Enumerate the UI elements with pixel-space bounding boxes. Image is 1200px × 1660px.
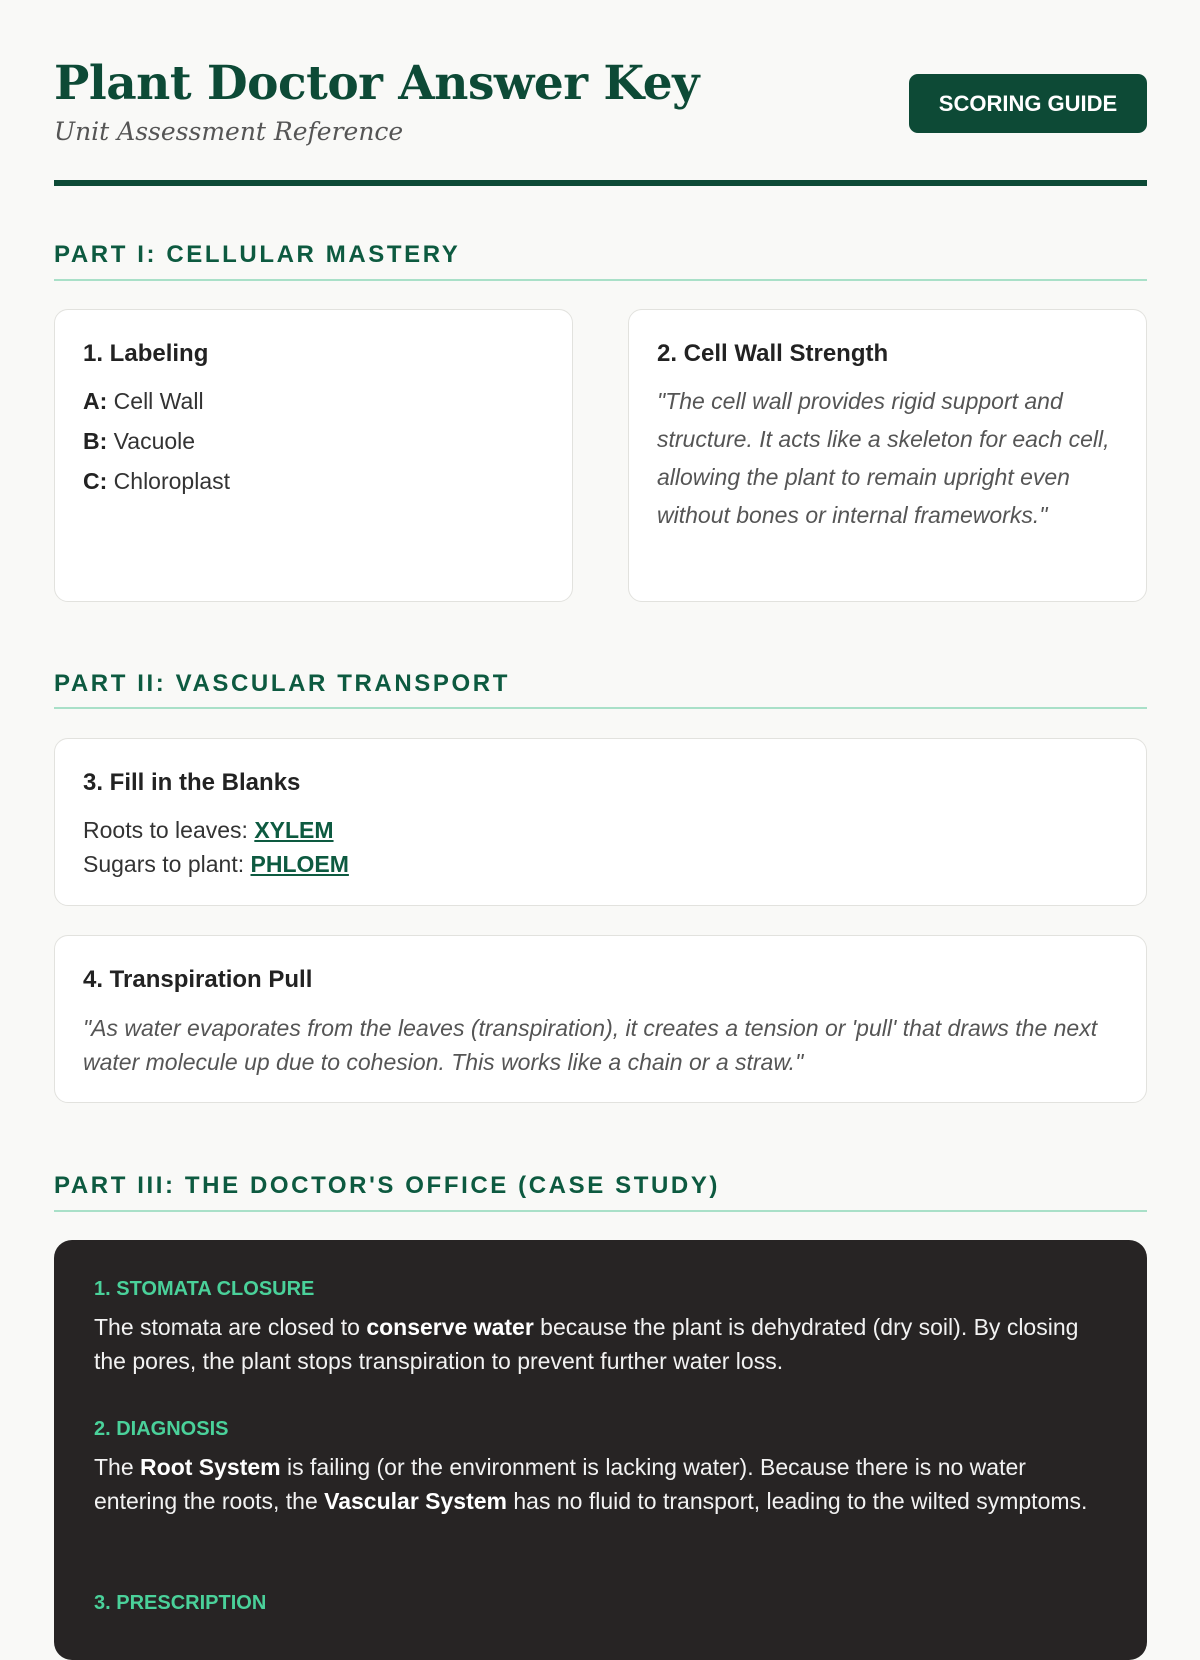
case-heading-diagnosis: 2. DIAGNOSIS	[94, 1418, 229, 1440]
case-heading-prescription: 3. PRESCRIPTION	[94, 1592, 267, 1614]
answer-text: because the plant is dehydrated (dry soil). By closing the pores, the plant stops transpiration to prevent further water loss.	[94, 1314, 1079, 1374]
question-title: 1. Labeling	[83, 340, 209, 367]
page-title: Plant Doctor Answer Key	[54, 56, 699, 111]
label-list	[83, 381, 230, 501]
label-item-a	[83, 381, 230, 421]
answer-text: is failing (or the environment is lacking water). Because there is no water entering the roots, the	[94, 1454, 1026, 1514]
card-fill-in-blanks	[54, 738, 1147, 906]
question-title: 3. Fill in the Blanks	[83, 769, 301, 796]
card-labeling	[54, 309, 573, 602]
label-value: Vacuole	[113, 428, 196, 454]
section-title-part-1: PART I: CELLULAR MASTERY	[54, 241, 461, 268]
label-key: A:	[83, 388, 108, 414]
question-title: 2. Cell Wall Strength	[657, 340, 889, 367]
case-study-panel	[54, 1240, 1147, 1660]
answer-text: has no fluid to transport, leading to the wilted symptoms.	[507, 1488, 1088, 1514]
section-title-part-2: PART II: VASCULAR TRANSPORT	[54, 670, 510, 697]
answer-emphasis: Vascular System	[324, 1488, 507, 1514]
case-heading-stomata: 1. STOMATA CLOSURE	[94, 1278, 315, 1300]
blank-answer: XYLEM	[254, 817, 334, 843]
card-transpiration-pull	[54, 935, 1147, 1103]
label-item-b	[83, 421, 230, 461]
model-answer: "The cell wall provides rigid support and structure. It acts like a skeleton for each cell, allowing the plant to remain upright even without bones or internal frameworks."	[657, 388, 1110, 528]
blank-prompt: Roots to leaves:	[83, 817, 255, 843]
label-key: B:	[83, 428, 108, 454]
case-answer-stomata	[94, 1310, 1104, 1378]
label-item-c	[83, 461, 230, 501]
question-title: 4. Transpiration Pull	[83, 966, 313, 993]
case-answer-diagnosis	[94, 1450, 1104, 1518]
answer-text: The stomata are closed to	[94, 1314, 367, 1340]
page-subtitle: Unit Assessment Reference	[54, 117, 404, 146]
section-title-part-3: PART III: THE DOCTOR'S OFFICE (CASE STUDY)	[54, 1172, 721, 1199]
label-value: Chloroplast	[113, 468, 231, 494]
blank-sugars-to-plant	[83, 847, 349, 881]
model-answer: "As water evaporates from the leaves (transpiration), it creates a tension or 'pull' that draws the next water molecule up due to cohesion. This works like a chain or a straw."	[83, 1015, 1098, 1075]
blank-roots-to-leaves	[83, 813, 349, 847]
header-divider	[54, 180, 1147, 186]
answer-emphasis: conserve water	[366, 1314, 534, 1340]
label-value: Cell Wall	[113, 388, 204, 414]
page-header	[54, 0, 1147, 188]
section-divider	[54, 1210, 1147, 1212]
label-key: C:	[83, 468, 108, 494]
card-cell-wall-strength	[628, 309, 1147, 602]
blank-answer: PHLOEM	[250, 851, 349, 877]
blank-list	[83, 813, 349, 881]
section-divider	[54, 279, 1147, 281]
blank-prompt: Sugars to plant:	[83, 851, 251, 877]
answer-key-page	[54, 0, 1147, 1614]
scoring-guide-button[interactable]: SCORING GUIDE	[909, 74, 1147, 133]
answer-text: The	[94, 1454, 141, 1480]
answer-emphasis: Root System	[140, 1454, 281, 1480]
section-divider	[54, 707, 1147, 709]
